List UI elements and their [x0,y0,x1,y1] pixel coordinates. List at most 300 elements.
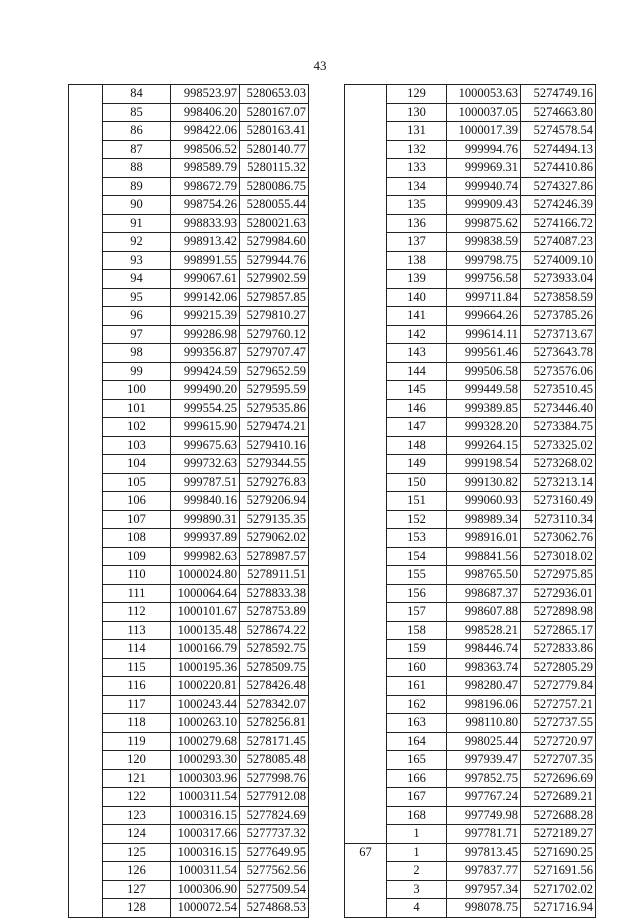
y-coordinate: 5273213.14 [521,473,596,492]
point-number: 130 [387,103,447,122]
y-coordinate: 5272189.27 [521,825,596,844]
x-coordinate: 1000293.30 [171,751,240,770]
x-coordinate: 998833.93 [171,214,240,233]
point-number: 92 [103,233,171,252]
table-row [69,344,309,363]
y-coordinate: 5277562.56 [240,862,309,881]
x-coordinate: 997813.45 [447,843,521,862]
y-coordinate: 5274166.72 [521,214,596,233]
y-coordinate: 5271716.94 [521,899,596,918]
table-row [69,769,309,788]
y-coordinate: 5274327.86 [521,177,596,196]
point-number: 142 [387,325,447,344]
table-row [69,529,309,548]
point-number: 85 [103,103,171,122]
x-coordinate: 999711.84 [447,288,521,307]
point-number: 132 [387,140,447,159]
x-coordinate: 999798.75 [447,251,521,270]
x-coordinate: 1000195.36 [171,658,240,677]
x-coordinate: 1000263.10 [171,714,240,733]
point-number: 167 [387,788,447,807]
x-coordinate: 997781.71 [447,825,521,844]
x-coordinate: 998916.01 [447,529,521,548]
x-coordinate: 1000279.68 [171,732,240,751]
point-number: 145 [387,381,447,400]
point-number: 91 [103,214,171,233]
x-coordinate: 1000306.90 [171,880,240,899]
y-coordinate: 5273160.49 [521,492,596,511]
x-coordinate: 999615.90 [171,418,240,437]
y-coordinate: 5278171.45 [240,732,309,751]
table-row [345,85,596,104]
y-coordinate: 5272737.55 [521,714,596,733]
x-coordinate: 998280.47 [447,677,521,696]
point-number: 105 [103,473,171,492]
y-coordinate: 5273576.06 [521,362,596,381]
y-coordinate: 5271691.56 [521,862,596,881]
table-row [69,381,309,400]
point-number: 140 [387,288,447,307]
x-coordinate: 998754.26 [171,196,240,215]
point-number: 125 [103,843,171,862]
y-coordinate: 5279276.83 [240,473,309,492]
y-coordinate: 5273785.26 [521,307,596,326]
point-number: 115 [103,658,171,677]
y-coordinate: 5273510.45 [521,381,596,400]
page-number: 43 [313,58,327,73]
y-coordinate: 5279857.85 [240,288,309,307]
x-coordinate: 999449.58 [447,381,521,400]
point-number: 134 [387,177,447,196]
point-number: 160 [387,658,447,677]
x-coordinate: 999614.11 [447,325,521,344]
x-coordinate: 998913.42 [171,233,240,252]
y-coordinate: 5279410.16 [240,436,309,455]
table-row [69,547,309,566]
x-coordinate: 1000135.48 [171,621,240,640]
x-coordinate: 999994.76 [447,140,521,159]
point-number: 141 [387,307,447,326]
y-coordinate: 5278342.07 [240,695,309,714]
y-coordinate: 5279944.76 [240,251,309,270]
table-row [69,85,309,104]
point-number: 98 [103,344,171,363]
point-number: 154 [387,547,447,566]
table-row [69,714,309,733]
point-number: 168 [387,806,447,825]
x-coordinate: 999198.54 [447,455,521,474]
x-coordinate: 1000220.81 [171,677,240,696]
table-row [69,270,309,289]
x-coordinate: 999664.26 [447,307,521,326]
y-coordinate: 5279595.59 [240,381,309,400]
x-coordinate: 999675.63 [171,436,240,455]
x-coordinate: 999060.93 [447,492,521,511]
y-coordinate: 5272936.01 [521,584,596,603]
y-coordinate: 5280140.77 [240,140,309,159]
point-number: 87 [103,140,171,159]
x-coordinate: 998025.44 [447,732,521,751]
x-coordinate: 999424.59 [171,362,240,381]
right-coordinate-table [344,84,596,918]
table-row [69,695,309,714]
point-number: 161 [387,677,447,696]
y-coordinate: 5278592.75 [240,640,309,659]
y-coordinate: 5273713.67 [521,325,596,344]
y-coordinate: 5272898.98 [521,603,596,622]
y-coordinate: 5274663.80 [521,103,596,122]
table-row [69,473,309,492]
x-coordinate: 999554.25 [171,399,240,418]
x-coordinate: 999142.06 [171,288,240,307]
x-coordinate: 999838.59 [447,233,521,252]
point-number: 1 [387,843,447,862]
y-coordinate: 5279135.35 [240,510,309,529]
y-coordinate: 5278509.75 [240,658,309,677]
point-number: 129 [387,85,447,104]
x-coordinate: 999909.43 [447,196,521,215]
point-number: 4 [387,899,447,918]
point-number: 101 [103,399,171,418]
y-coordinate: 5274494.13 [521,140,596,159]
table-row [69,732,309,751]
x-coordinate: 998765.50 [447,566,521,585]
point-number: 148 [387,436,447,455]
y-coordinate: 5279474.21 [240,418,309,437]
x-coordinate: 999389.85 [447,399,521,418]
group-label: 67 [345,843,387,917]
point-number: 107 [103,510,171,529]
y-coordinate: 5272696.69 [521,769,596,788]
point-number: 158 [387,621,447,640]
point-number: 159 [387,640,447,659]
table-row [69,288,309,307]
table-row [69,584,309,603]
point-number: 84 [103,85,171,104]
point-number: 135 [387,196,447,215]
table-row [69,140,309,159]
y-coordinate: 5278085.48 [240,751,309,770]
table-row [69,325,309,344]
x-coordinate: 999969.31 [447,159,521,178]
table-row [69,825,309,844]
x-coordinate: 1000064.64 [171,584,240,603]
y-coordinate: 5279984.60 [240,233,309,252]
y-coordinate: 5273110.34 [521,510,596,529]
x-coordinate: 997767.24 [447,788,521,807]
y-coordinate: 5280115.32 [240,159,309,178]
point-number: 90 [103,196,171,215]
point-number: 128 [103,899,171,918]
x-coordinate: 997837.77 [447,862,521,881]
y-coordinate: 5273933.04 [521,270,596,289]
y-coordinate: 5274087.23 [521,233,596,252]
y-coordinate: 5278753.89 [240,603,309,622]
point-number: 102 [103,418,171,437]
point-number: 103 [103,436,171,455]
y-coordinate: 5272865.17 [521,621,596,640]
x-coordinate: 998589.79 [171,159,240,178]
y-coordinate: 5278256.81 [240,714,309,733]
point-number: 157 [387,603,447,622]
y-coordinate: 5272720.97 [521,732,596,751]
y-coordinate: 5279206.94 [240,492,309,511]
table-row [345,843,596,862]
y-coordinate: 5274749.16 [521,85,596,104]
x-coordinate: 998687.37 [447,584,521,603]
point-number: 137 [387,233,447,252]
point-number: 120 [103,751,171,770]
y-coordinate: 5277998.76 [240,769,309,788]
x-coordinate: 1000037.05 [447,103,521,122]
point-number: 89 [103,177,171,196]
table-row [69,751,309,770]
y-coordinate: 5272975.85 [521,566,596,585]
point-number: 143 [387,344,447,363]
x-coordinate: 997957.34 [447,880,521,899]
point-number: 2 [387,862,447,881]
x-coordinate: 998110.80 [447,714,521,733]
point-number: 3 [387,880,447,899]
y-coordinate: 5279707.47 [240,344,309,363]
y-coordinate: 5278911.51 [240,566,309,585]
x-coordinate: 1000317.66 [171,825,240,844]
table-row [69,843,309,862]
table-row [69,806,309,825]
x-coordinate: 998991.55 [171,251,240,270]
y-coordinate: 5272688.28 [521,806,596,825]
point-number: 136 [387,214,447,233]
point-number: 110 [103,566,171,585]
table-row [69,510,309,529]
x-coordinate: 999286.98 [171,325,240,344]
point-number: 111 [103,584,171,603]
table-row [69,103,309,122]
x-coordinate: 1000303.96 [171,769,240,788]
point-number: 86 [103,122,171,141]
y-coordinate: 5272805.29 [521,658,596,677]
x-coordinate: 999756.58 [447,270,521,289]
x-coordinate: 999940.74 [447,177,521,196]
point-number: 127 [103,880,171,899]
table-row [69,899,309,918]
point-number: 139 [387,270,447,289]
point-number: 133 [387,159,447,178]
x-coordinate: 998446.74 [447,640,521,659]
point-number: 149 [387,455,447,474]
group-cell [69,85,103,918]
x-coordinate: 999490.20 [171,381,240,400]
y-coordinate: 5271702.02 [521,880,596,899]
x-coordinate: 999875.62 [447,214,521,233]
table-row [69,603,309,622]
table-row [69,436,309,455]
x-coordinate: 999732.63 [171,455,240,474]
table-row [69,640,309,659]
point-number: 109 [103,547,171,566]
point-number: 138 [387,251,447,270]
y-coordinate: 5277912.08 [240,788,309,807]
y-coordinate: 5277649.95 [240,843,309,862]
point-number: 116 [103,677,171,696]
point-number: 96 [103,307,171,326]
x-coordinate: 997939.47 [447,751,521,770]
point-number: 165 [387,751,447,770]
point-number: 147 [387,418,447,437]
y-coordinate: 5280055.44 [240,196,309,215]
table-row [69,159,309,178]
point-number: 88 [103,159,171,178]
point-number: 1 [387,825,447,844]
x-coordinate: 999264.15 [447,436,521,455]
point-number: 106 [103,492,171,511]
x-coordinate: 999840.16 [171,492,240,511]
table-row [69,251,309,270]
y-coordinate: 5280086.75 [240,177,309,196]
x-coordinate: 998528.21 [447,621,521,640]
point-number: 144 [387,362,447,381]
y-coordinate: 5273062.76 [521,529,596,548]
point-number: 124 [103,825,171,844]
left-coordinate-table [68,84,309,918]
point-number: 166 [387,769,447,788]
y-coordinate: 5273268.02 [521,455,596,474]
point-number: 152 [387,510,447,529]
y-coordinate: 5272779.84 [521,677,596,696]
y-coordinate: 5274578.54 [521,122,596,141]
x-coordinate: 997852.75 [447,769,521,788]
x-coordinate: 998506.52 [171,140,240,159]
x-coordinate: 999506.58 [447,362,521,381]
point-number: 164 [387,732,447,751]
y-coordinate: 5280167.07 [240,103,309,122]
x-coordinate: 999130.82 [447,473,521,492]
point-number: 121 [103,769,171,788]
x-coordinate: 998406.20 [171,103,240,122]
table-row [69,658,309,677]
x-coordinate: 1000101.67 [171,603,240,622]
x-coordinate: 999356.87 [171,344,240,363]
y-coordinate: 5273325.02 [521,436,596,455]
x-coordinate: 1000316.15 [171,843,240,862]
table-row [69,862,309,881]
y-coordinate: 5271690.25 [521,843,596,862]
y-coordinate: 5277509.54 [240,880,309,899]
table-row [69,399,309,418]
y-coordinate: 5278674.22 [240,621,309,640]
x-coordinate: 998989.34 [447,510,521,529]
point-number: 126 [103,862,171,881]
point-number: 100 [103,381,171,400]
y-coordinate: 5273643.78 [521,344,596,363]
table-row [69,418,309,437]
y-coordinate: 5273018.02 [521,547,596,566]
point-number: 163 [387,714,447,733]
point-number: 113 [103,621,171,640]
x-coordinate: 1000311.54 [171,788,240,807]
table-row [69,196,309,215]
table-row [69,362,309,381]
x-coordinate: 1000053.63 [447,85,521,104]
y-coordinate: 5279535.86 [240,399,309,418]
point-number: 151 [387,492,447,511]
table-row [69,177,309,196]
x-coordinate: 998841.56 [447,547,521,566]
y-coordinate: 5279062.02 [240,529,309,548]
table-row [69,566,309,585]
table-row [69,788,309,807]
x-coordinate: 1000072.54 [171,899,240,918]
y-coordinate: 5273858.59 [521,288,596,307]
point-number: 150 [387,473,447,492]
table-row [69,455,309,474]
y-coordinate: 5280653.03 [240,85,309,104]
point-number: 122 [103,788,171,807]
y-coordinate: 5274410.86 [521,159,596,178]
x-coordinate: 999561.46 [447,344,521,363]
x-coordinate: 999328.20 [447,418,521,437]
y-coordinate: 5272689.21 [521,788,596,807]
point-number: 112 [103,603,171,622]
table-row [69,621,309,640]
y-coordinate: 5272833.86 [521,640,596,659]
y-coordinate: 5280163.41 [240,122,309,141]
y-coordinate: 5277824.69 [240,806,309,825]
point-number: 117 [103,695,171,714]
point-number: 119 [103,732,171,751]
y-coordinate: 5278426.48 [240,677,309,696]
table-row [69,880,309,899]
point-number: 93 [103,251,171,270]
table-row [69,492,309,511]
x-coordinate: 1000166.79 [171,640,240,659]
y-coordinate: 5272707.35 [521,751,596,770]
table-row [69,233,309,252]
x-coordinate: 998422.06 [171,122,240,141]
x-coordinate: 998607.88 [447,603,521,622]
x-coordinate: 999787.51 [171,473,240,492]
y-coordinate: 5280021.63 [240,214,309,233]
y-coordinate: 5272757.21 [521,695,596,714]
y-coordinate: 5279810.27 [240,307,309,326]
x-coordinate: 997749.98 [447,806,521,825]
point-number: 94 [103,270,171,289]
x-coordinate: 998672.79 [171,177,240,196]
point-number: 123 [103,806,171,825]
table-row [69,122,309,141]
y-coordinate: 5273384.75 [521,418,596,437]
point-number: 108 [103,529,171,548]
point-number: 146 [387,399,447,418]
x-coordinate: 998196.06 [447,695,521,714]
table-row [69,214,309,233]
y-coordinate: 5273446.40 [521,399,596,418]
y-coordinate: 5279902.59 [240,270,309,289]
y-coordinate: 5278833.38 [240,584,309,603]
x-coordinate: 999067.61 [171,270,240,289]
point-number: 153 [387,529,447,548]
point-number: 114 [103,640,171,659]
y-coordinate: 5274009.10 [521,251,596,270]
point-number: 95 [103,288,171,307]
point-number: 99 [103,362,171,381]
x-coordinate: 998363.74 [447,658,521,677]
x-coordinate: 999982.63 [171,547,240,566]
table-row [69,677,309,696]
y-coordinate: 5279652.59 [240,362,309,381]
x-coordinate: 1000316.15 [171,806,240,825]
point-number: 104 [103,455,171,474]
